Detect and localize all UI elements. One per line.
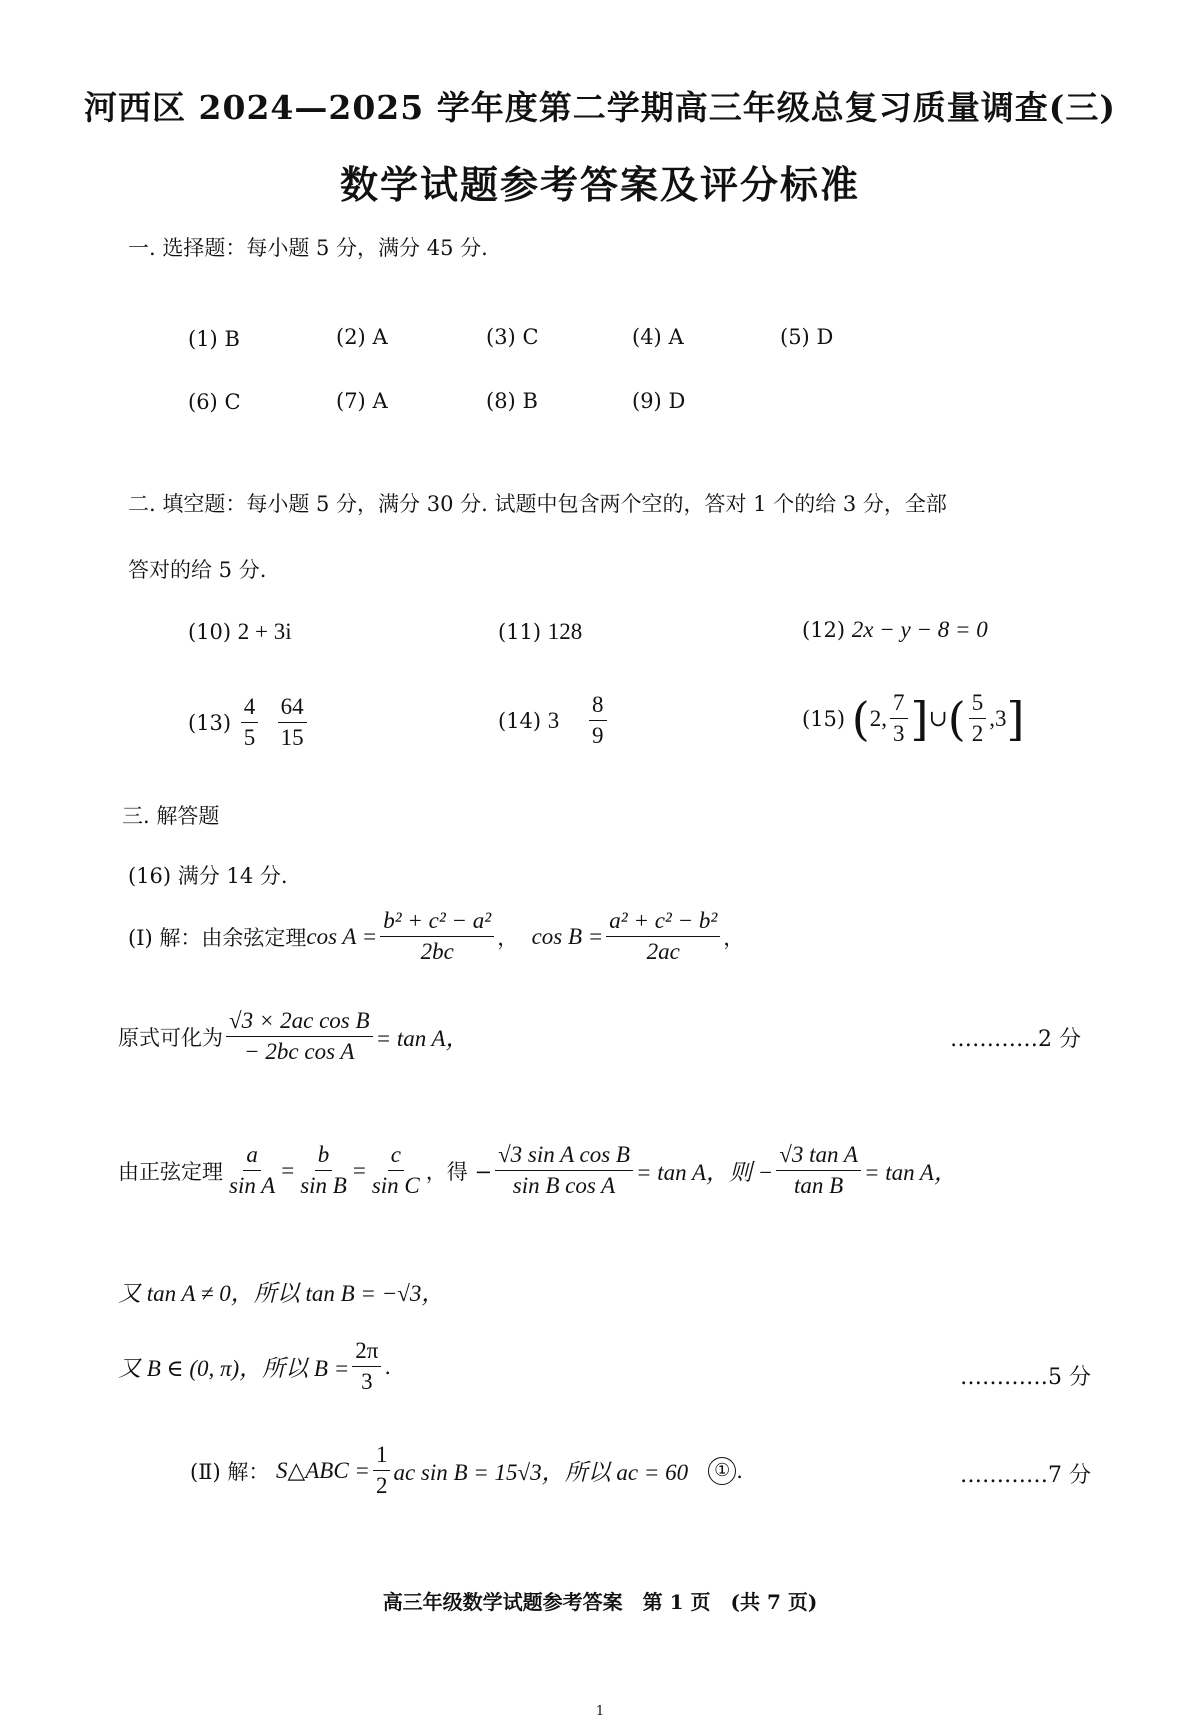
part1-line5: 又 B ∈ (0, π)，所以 B = $\frac{2\pi}{3}$ . (118, 1338, 392, 1395)
answer-2: (2) A (336, 325, 388, 349)
score-2: …………2 分 (950, 1027, 1081, 1052)
page-subtitle: 数学试题参考答案及评分标准 (339, 162, 860, 207)
page-number: 1 (595, 1704, 605, 1719)
answer-3: (3) C (486, 325, 539, 349)
answer-5: (5) D (780, 325, 834, 349)
score-7: …………7 分 (960, 1463, 1091, 1488)
answer-9: (9) D (632, 389, 686, 413)
question16-heading: (16) 满分 14 分. (128, 864, 288, 888)
answer-12: (12) 2x − y − 8 = 0 (802, 617, 988, 642)
section3-heading: 三. 解答题 (122, 804, 220, 828)
answer-4: (4) A (632, 325, 684, 349)
answer-15: (15) ( 2, $\frac{7}{3}$ ] ∪ ( $\frac{5}{2}$ ,3 ] (802, 690, 1025, 747)
page-title: 河西区 2024—2025 学年度第二学期高三年级总复习质量调查(三) (84, 88, 1116, 127)
part1-line3: 由正弦定理 $\frac{a}{\text{sin A}}$ = $\frac{b}{\text{sin B}}$ = $\frac{c}{\text{sin C}}$ ，得 − $\frac{\text{√3 sin A cos B}}{\text{sin B cos A}}$ = tan A，则 − $\frac{\text{√3 tan A}}{\text{tan B}}$ = tan A， (118, 1142, 957, 1199)
section1-heading: 一. 选择题：每小题 5 分，满分 45 分. (128, 236, 488, 260)
part1-line1: (Ⅰ) 解：由余弦定理 cos A = $\frac{\text{b² + c² − a²}}{2bc}$ ， cos B = $\frac{\text{a² + c² − b²}}{2ac}$ ， (128, 908, 745, 965)
answer-6: (6) C (188, 390, 241, 414)
answer-1: (1) B (188, 327, 240, 351)
circled-mark: ① (708, 1457, 736, 1485)
section2-heading-cont: 答对的给 5 分. (128, 558, 267, 582)
page-footer: 高三年级数学试题参考答案 第 1 页 (共 7 页) (382, 1590, 818, 1614)
answer-8: (8) B (486, 389, 538, 413)
answer-7: (7) A (336, 389, 388, 413)
answer-13: (13) $\frac{4}{5}$ $\frac{64}{15}$ (188, 694, 310, 752)
part2-line1: (Ⅱ) 解： S△ABC = $\frac{1}{2}$ ac sin B = 15√3，所以 ac = 60 ① . (190, 1442, 743, 1499)
answer-14: (14) 3 $\frac{8}{9}$ (498, 692, 610, 750)
score-5: …………5 分 (960, 1365, 1091, 1390)
section2-heading: 二. 填空题：每小题 5 分，满分 30 分. 试题中包含两个空的，答对 1 个的给 3 分，全部 (128, 492, 947, 516)
answer-11: (11) 128 (498, 619, 583, 644)
part1-line4: 又 tan A ≠ 0，所以 tan B = −√3， (118, 1281, 445, 1306)
answer-10: (10) 2 + 3i (188, 619, 292, 644)
part1-line2: 原式可化为 $\frac{\text{√3 × 2ac cos B}}{\text{− 2bc cos A}}$ = tan A， (118, 1008, 469, 1065)
